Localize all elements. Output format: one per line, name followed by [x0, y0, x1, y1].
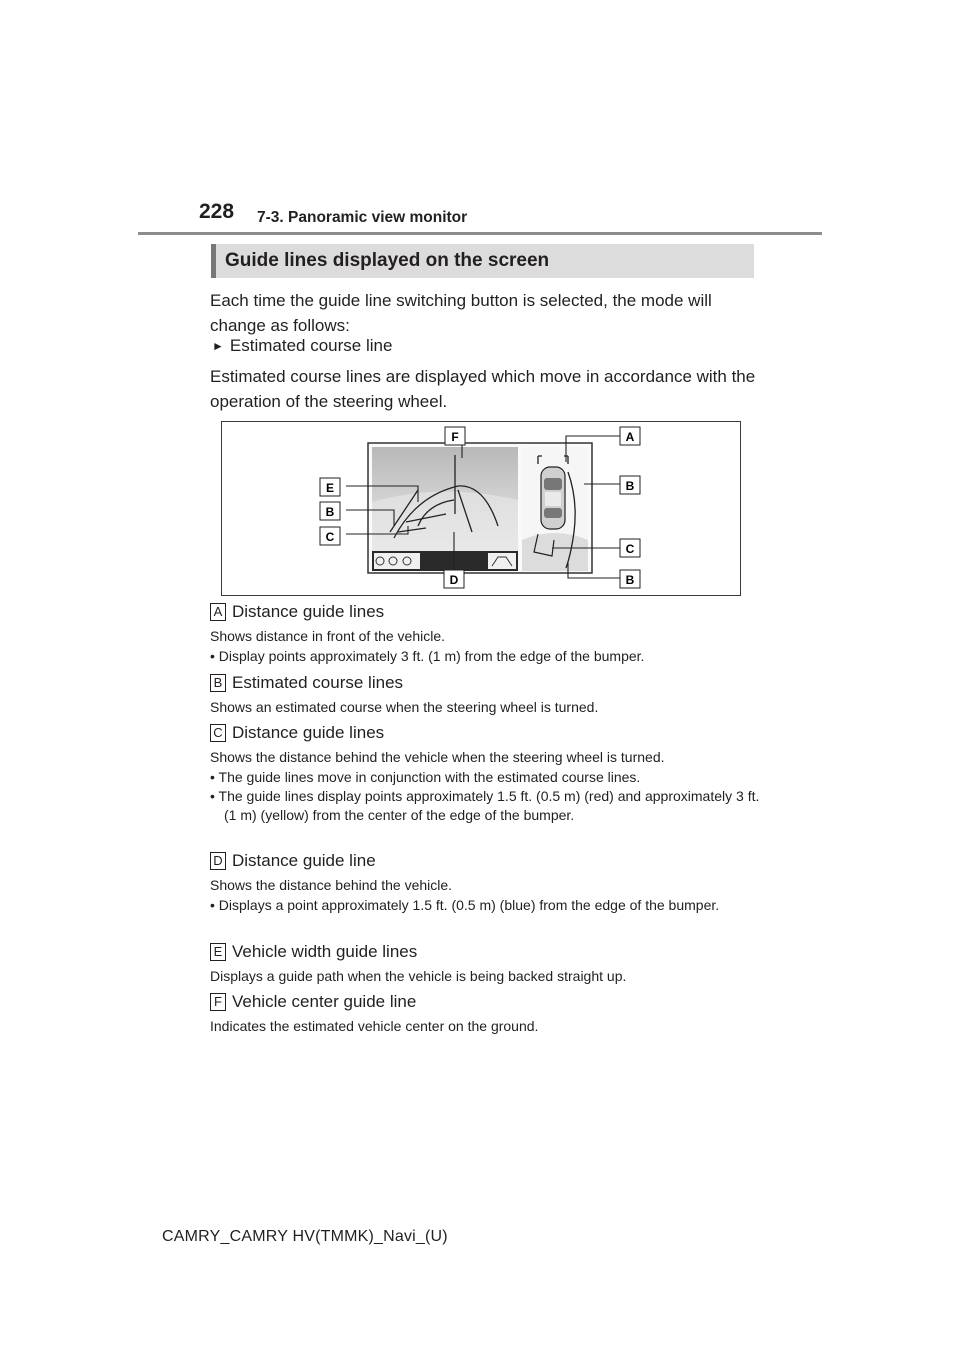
item-c-bullet-1: • The guide lines move in conjunction with the estimated course lines.: [210, 769, 641, 785]
svg-text:C: C: [625, 542, 635, 556]
mode-description: Estimated course lines are displayed which move in accordance with the operation of the steering wheel.: [210, 367, 756, 411]
document-footer: CAMRY_CAMRY HV(TMMK)_Navi_(U): [162, 1228, 448, 1245]
letter-f-badge: F: [210, 993, 226, 1011]
item-e-title: Vehicle width guide lines: [232, 942, 418, 961]
item-c-bullet-2: • The guide lines display points approximately 1.5 ft. (0.5 m) (red) and approximately 3 ft. (1 m) (yellow) from the center of the edge of the bumper.: [210, 788, 760, 823]
item-a-bullet: • Display points approximately 3 ft. (1 m) from the edge of the bumper.: [210, 648, 645, 664]
item-a-desc: Shows distance in front of the vehicle.: [210, 628, 446, 644]
item-d-heading: [210, 851, 376, 871]
svg-text:B: B: [325, 505, 335, 519]
item-a-heading: [210, 602, 384, 622]
page-number: 228: [199, 200, 235, 223]
intro-paragraph: Each time the guide line switching button is selected, the mode will change as follows:: [210, 291, 712, 335]
callout-A: [620, 427, 640, 445]
svg-text:B: B: [625, 573, 635, 587]
section-title: Guide lines displayed on the screen: [225, 250, 550, 271]
mode-item: [212, 336, 392, 356]
item-e-desc: Displays a guide path when the vehicle is being backed straight up.: [210, 968, 627, 984]
item-b-desc: Shows an estimated course when the steering wheel is turned.: [210, 699, 599, 715]
letter-d-badge: D: [210, 852, 226, 870]
callout-F: [445, 427, 465, 445]
item-d-bullet: • Displays a point approximately 1.5 ft. (0.5 m) (blue) from the edge of the bumper.: [210, 897, 720, 913]
callout-E: [320, 478, 340, 496]
svg-text:F: F: [451, 430, 459, 444]
item-b-title: Estimated course lines: [232, 673, 404, 692]
diagram-figure: [222, 422, 740, 595]
item-d-title: Distance guide line: [232, 851, 376, 870]
vehicle-top-view: [541, 467, 565, 529]
header-divider: [138, 232, 822, 235]
item-c-title: Distance guide lines: [232, 723, 385, 742]
letter-b-badge: B: [210, 674, 226, 692]
letter-a-badge: A: [210, 603, 226, 621]
svg-text:C: C: [325, 530, 335, 544]
callout-B-right-top: [620, 476, 640, 494]
section-title-box: [211, 244, 754, 278]
svg-text:E: E: [325, 481, 335, 495]
callout-C-left: [320, 527, 340, 545]
item-f-title: Vehicle center guide line: [232, 992, 417, 1011]
letter-e-badge: E: [210, 943, 226, 961]
letter-c-badge: C: [210, 724, 226, 742]
svg-text:B: B: [625, 479, 635, 493]
guide-lines-diagram: [221, 421, 741, 596]
item-f-heading: [210, 992, 416, 1012]
item-c-heading: [210, 723, 384, 743]
item-f-desc: Indicates the estimated vehicle center on the ground.: [210, 1018, 539, 1034]
item-a-title: Distance guide lines: [232, 602, 385, 621]
mode-item-label: Estimated course line: [229, 336, 393, 355]
item-d-desc: Shows the distance behind the vehicle.: [210, 877, 453, 893]
triangle-bullet-icon: ►: [212, 339, 224, 353]
item-c-desc: Shows the distance behind the vehicle when the steering wheel is turned.: [210, 749, 665, 765]
callout-B-right-bottom: [620, 570, 640, 588]
callout-D: [444, 570, 464, 588]
section-header: 7-3. Panoramic view monitor: [257, 209, 468, 226]
item-e-heading: [210, 942, 417, 962]
svg-text:D: D: [449, 573, 459, 587]
callout-C-right: [620, 539, 640, 557]
item-b-heading: [210, 673, 403, 693]
svg-text:A: A: [625, 430, 635, 444]
guide-line-switch-button: [488, 553, 516, 569]
callout-B-left: [320, 502, 340, 520]
